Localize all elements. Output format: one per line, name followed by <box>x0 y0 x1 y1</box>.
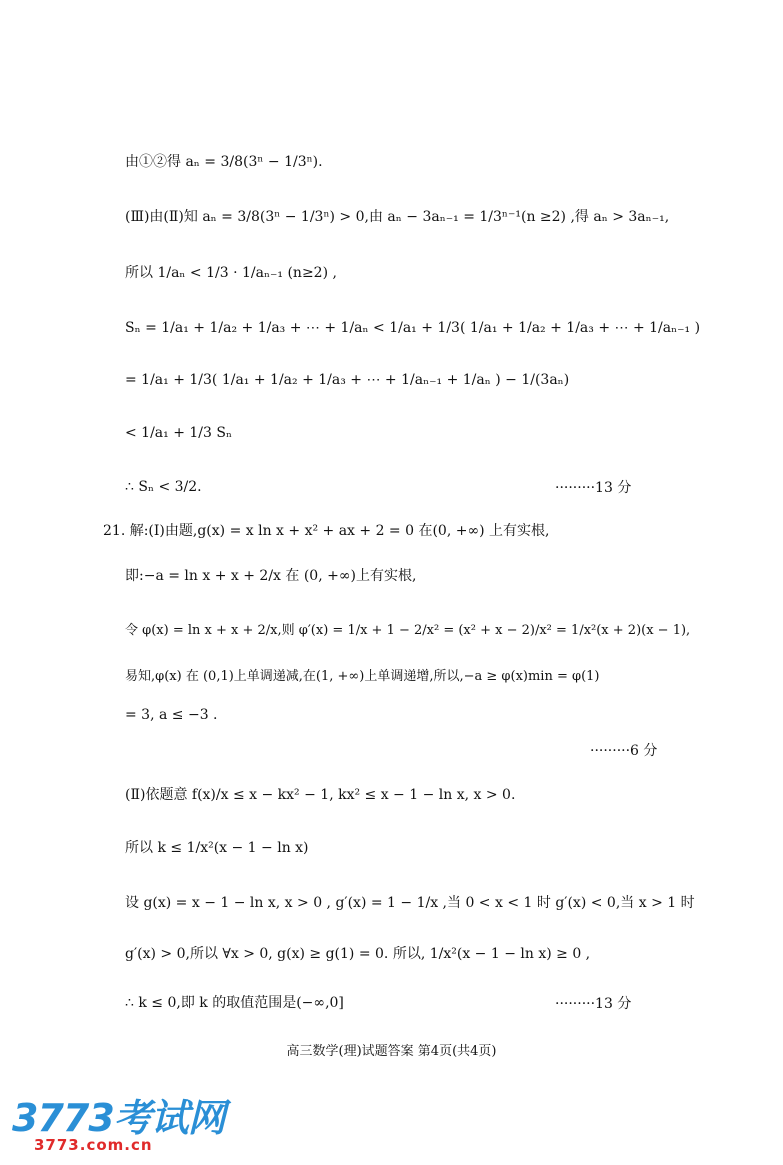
site-logo <box>12 1098 225 1154</box>
line-1: 由①②得 aₙ = 3/8(3ⁿ − 1/3ⁿ). <box>125 154 323 170</box>
logo-url: 3773.com.cn <box>34 1136 153 1154</box>
line-16: g′(x) > 0,所以 ∀x > 0, g(x) ≥ g(1) = 0. 所以, 1/x²(x − 1 − ln x) ≥ 0 , <box>125 946 591 962</box>
line-6: < 1/a₁ + 1/3 Sₙ <box>125 425 233 441</box>
line-5: = 1/a₁ + 1/3( 1/a₁ + 1/a₂ + 1/a₃ + ⋯ + 1/aₙ₋₁ + 1/aₙ ) − 1/(3aₙ) <box>125 372 570 388</box>
line-9: 即:−a = ln x + x + 2/x 在 (0, +∞)上有实根, <box>125 568 417 584</box>
page-footer: 高三数学(理)试题答案 第4页(共4页) <box>286 1044 497 1059</box>
line-13: (Ⅱ)依题意 f(x)/x ≤ x − kx² − 1, kx² ≤ x − 1 − ln x, x > 0. <box>125 787 516 803</box>
score-2: ·········6 分 <box>590 743 658 759</box>
line-8: 21. 解:(Ⅰ)由题,g(x) = x ln x + x² + ax + 2 = 0 在(0, +∞) 上有实根, <box>103 523 550 539</box>
line-15: 设 g(x) = x − 1 − ln x, x > 0 , g′(x) = 1 − 1/x ,当 0 < x < 1 时 g′(x) < 0,当 x > 1 时 <box>125 895 695 911</box>
line-2: (Ⅲ)由(Ⅱ)知 aₙ = 3/8(3ⁿ − 1/3ⁿ) > 0,由 aₙ − 3aₙ₋₁ = 1/3ⁿ⁻¹(n ≥2) ,得 aₙ > 3aₙ₋₁, <box>125 209 670 225</box>
line-17: ∴ k ≤ 0,即 k 的取值范围是(−∞,0] <box>125 995 344 1011</box>
line-11: 易知,φ(x) 在 (0,1)上单调递减,在(1, +∞)上单调递增,所以,−a ≥ φ(x)min = φ(1) <box>125 669 600 684</box>
line-4: Sₙ = 1/a₁ + 1/a₂ + 1/a₃ + ⋯ + 1/aₙ < 1/a₁ + 1/3( 1/a₁ + 1/a₂ + 1/a₃ + ⋯ + 1/aₙ₋₁ ) <box>125 320 701 336</box>
line-3: 所以 1/aₙ < 1/3 · 1/aₙ₋₁ (n≥2) , <box>125 265 337 281</box>
line-14: 所以 k ≤ 1/x²(x − 1 − ln x) <box>125 840 309 856</box>
score-3: ·········13 分 <box>555 996 632 1012</box>
line-7: ∴ Sₙ < 3/2. <box>125 479 202 495</box>
logo-name: 3773考试网 <box>12 1096 225 1140</box>
line-12: = 3, a ≤ −3 . <box>125 707 218 723</box>
score-1: ·········13 分 <box>555 480 632 496</box>
line-10: 令 φ(x) = ln x + x + 2/x,则 φ′(x) = 1/x + 1 − 2/x² = (x² + x − 2)/x² = 1/x²(x + 2)(x − 1), <box>125 623 691 638</box>
